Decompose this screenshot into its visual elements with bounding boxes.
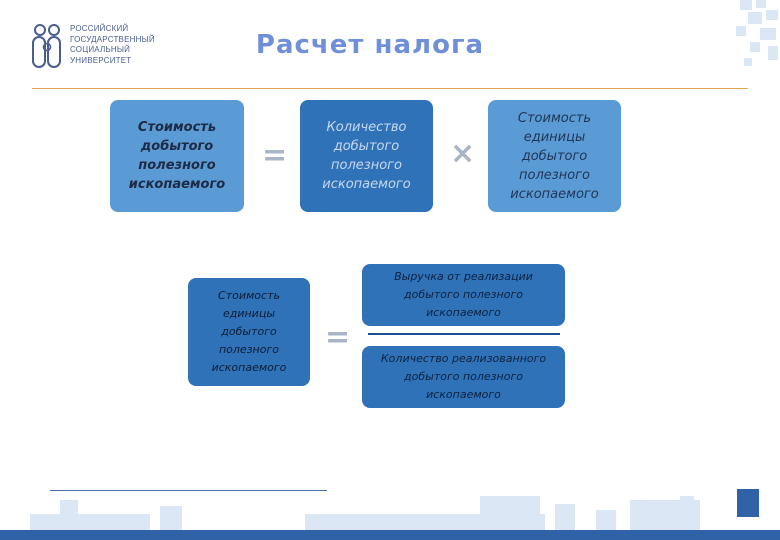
university-logo <box>30 22 170 72</box>
footer-bar <box>0 530 780 540</box>
mineral-quantity-box: Количество добытого полезного ископаемого <box>300 100 433 212</box>
unit-value-box: Стоимость единицы добытого полезного ископаемого <box>488 100 621 212</box>
page-title: Расчет налога <box>255 30 485 60</box>
corner-square <box>737 489 759 517</box>
multiply-sign: × <box>450 136 476 171</box>
equals-sign-2: = <box>325 320 351 355</box>
sales-revenue-box: Выручка от реализации добытого полезного ископаемого <box>362 264 565 326</box>
equals-sign: = <box>262 138 288 173</box>
people-logo-icon <box>30 22 64 70</box>
mineral-value-box: Стоимость добытого полезного ископаемого <box>110 100 244 212</box>
bottom-divider <box>50 490 327 491</box>
unit-value-result-box: Стоимость единицы добытого полезного ископаемого <box>188 278 310 386</box>
fraction-line <box>368 333 560 335</box>
university-name: РОССИЙСКИЙ ГОСУДАРСТВЕННЫЙ СОЦИАЛЬНЫЙ УНИВЕРСИТЕТ <box>70 24 155 65</box>
sold-quantity-box: Количество реализованного добытого полезного ископаемого <box>362 346 565 408</box>
title-divider <box>32 88 748 89</box>
